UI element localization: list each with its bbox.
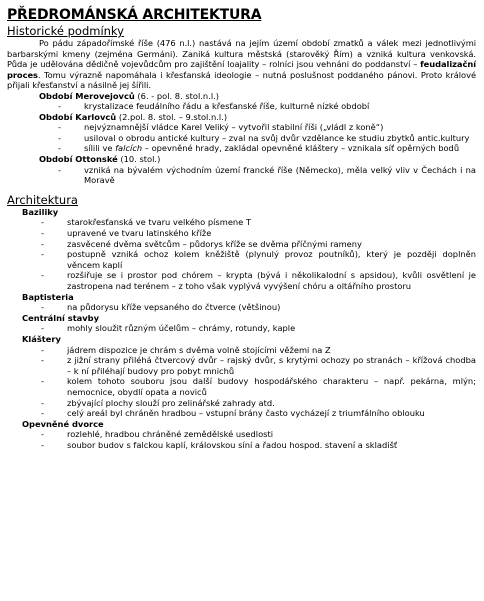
list-item: - kolem tohoto souboru jsou další budovy hospodářského charakteru – např. pekárna, mlýn; nemocnice, obydlí opata a noviců xyxy=(67,376,476,397)
subheading-klastery: Kláštery xyxy=(22,333,61,344)
karlovci-item3-a: sílili ve xyxy=(84,143,116,154)
section-heading-architektura: Architektura xyxy=(7,192,78,207)
list-item: - krystalizace feudálního řádu a křesťanské říše, kulturně nízké období xyxy=(84,101,476,112)
list-item: - nejvýznamnější vládce Karel Veliký – vytvořil stabilní říši („vládl z koně“) xyxy=(84,122,476,133)
list-item: - na půdorysu kříže vepsaného do čtverce (většinou) xyxy=(67,302,476,313)
list-item: - zasvěcené dvěma světcům – půdorys kříže se dvěma příčnými rameny xyxy=(67,239,476,250)
list-item: - z jižní strany přiléhá čtvercový dvůr – rajský dvůr, s krytými ochozy po stranách – křížová chodba – k ní přiléhají budovy pro pobyt mnichů xyxy=(67,355,476,376)
intro-paragraph xyxy=(7,38,476,91)
subheading-dvorce: Opevněné dvorce xyxy=(22,418,104,429)
list-item: - vzniká na bývalém východním území francké říše (Německo), měla velký vliv v Čechách i na Moravě xyxy=(84,165,476,186)
list-karlovci xyxy=(7,122,476,154)
subheading-merovejovci xyxy=(7,91,476,102)
list-item: - usiloval o obrodu antické kultury – zval na svůj dvůr vzdělance ke studiu zbytků antic.kultury xyxy=(84,133,476,144)
list-item: - jádrem dispozice je chrám s dvěma volně stojícími věžemi na Z xyxy=(67,345,476,356)
karlovci-label: Období Karlovců xyxy=(39,111,117,122)
list-item: - upravené ve tvaru latinského kříže xyxy=(67,228,476,239)
list-merovejovci xyxy=(7,101,476,112)
karlovci-item3-b: – opevněné hrady, zakládal opevněné kláštery – vznikala síť opěrných bodů xyxy=(142,143,460,154)
list-baziliky xyxy=(7,217,476,291)
subheading-baptisteria: Baptisteria xyxy=(22,291,74,302)
intro-text-bold: feudalizační proces xyxy=(7,59,476,80)
list-item: - postupně vzniká ochoz kolem kněžiště (plynulý provoz poutníků), který je později doplněn věncem kaplí xyxy=(67,249,476,270)
intro-text-b: . Tomu výrazně napomáhala i křesťanská ideologie – nutná poslušnost poddaného pánovi. Proto králové přijali křesťanství a násilně jej šířili. xyxy=(7,69,476,90)
subheading-centralni: Centrální stavby xyxy=(22,312,100,323)
list-item: - starokřesťanská ve tvaru velkého písmene T xyxy=(67,217,476,228)
list-item: - celý areál byl chráněn hradbou – vstupní brány často vycházejí z triumfálního oblouku xyxy=(67,408,476,419)
section-heading-historicke: Historické podmínky xyxy=(7,24,124,38)
page-title: PŘEDROMÁNSKÁ ARCHITEKTURA xyxy=(7,7,262,23)
list-item: - mohly sloužit různým účelům – chrámy, rotundy, kaple xyxy=(67,323,476,334)
subheading-ottonske xyxy=(7,154,476,165)
list-klastery xyxy=(7,345,476,419)
subheading-karlovci xyxy=(7,112,476,123)
list-baptisteria xyxy=(7,302,476,313)
list-item: - zbývající plochy slouží pro zelinářské zahrady atd. xyxy=(67,398,476,409)
ottonske-label: Období Ottonské xyxy=(39,154,118,165)
list-dvorce xyxy=(7,429,476,450)
subheading-baziliky: Baziliky xyxy=(22,206,59,217)
karlovci-dates: (2.pol. 8. stol. – 9.stol.n.l.) xyxy=(116,111,228,122)
list-centralni xyxy=(7,323,476,334)
merovejovci-dates: (6. - pol. 8. stol.n.l.) xyxy=(134,90,220,101)
list-item: - rozšiřuje se i prostor pod chórem – krypta (bývá i několikalodní s apsidou), kvůli osvětlení je zastropena nad terénem – z toho však vyplývá vyvýšení chóru a oltářního prostoru xyxy=(67,270,476,291)
list-ottonske xyxy=(7,165,476,186)
list-item: - rozlehlé, hradbou chráněné zemědělské usedlosti xyxy=(67,429,476,440)
merovejovci-label: Období Merovejovců xyxy=(39,90,135,101)
karlovci-item3-italic: falcích xyxy=(115,143,143,154)
list-item: - soubor budov s falckou kaplí, královskou síní a řadou hospod. stavení a skladišť xyxy=(67,440,476,451)
intro-text-a: Po pádu západořímské říše (476 n.l.) nastává na jejím území období zmatků a válek mezi jednotlivými barbarskými kmeny (zejména Germáni). Zaniká kultura městská (starověký Řím) a vzniká kultura venkovská. Půda je udělována dědičně vojevůdcům pro zajištění loajality – rolníci jsou vehnáni do poddanství – xyxy=(7,38,476,69)
ottonske-dates: (10. stol.) xyxy=(117,154,161,165)
list-item xyxy=(84,143,476,154)
